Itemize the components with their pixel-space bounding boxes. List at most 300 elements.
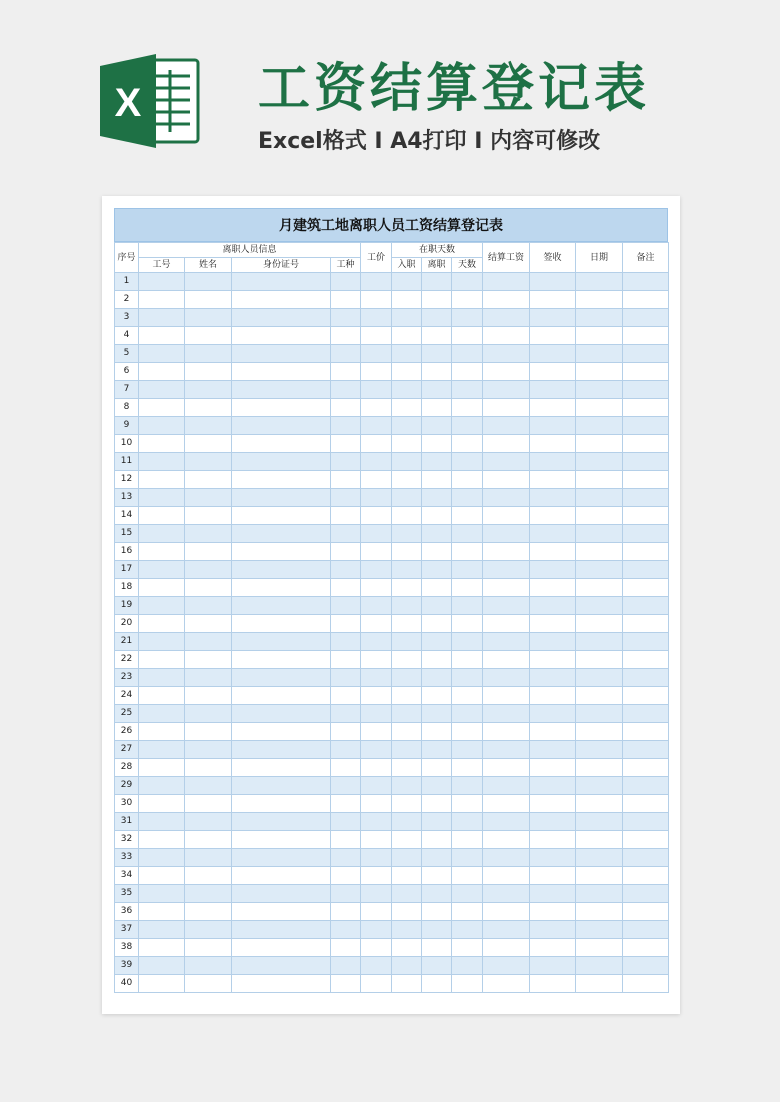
table-cell[interactable] bbox=[185, 759, 232, 777]
table-cell[interactable] bbox=[530, 291, 576, 309]
table-cell[interactable] bbox=[623, 723, 669, 741]
table-cell[interactable] bbox=[331, 903, 361, 921]
table-cell[interactable] bbox=[331, 831, 361, 849]
table-cell[interactable] bbox=[530, 273, 576, 291]
table-cell[interactable] bbox=[483, 471, 530, 489]
table-cell[interactable] bbox=[331, 507, 361, 525]
table-cell[interactable] bbox=[452, 327, 483, 345]
table-cell[interactable] bbox=[331, 939, 361, 957]
table-cell[interactable] bbox=[232, 309, 331, 327]
table-cell[interactable] bbox=[422, 309, 452, 327]
table-cell[interactable] bbox=[576, 381, 623, 399]
table-cell[interactable] bbox=[576, 363, 623, 381]
table-cell[interactable] bbox=[483, 651, 530, 669]
table-cell[interactable] bbox=[483, 345, 530, 363]
table-cell[interactable] bbox=[483, 417, 530, 435]
table-cell[interactable] bbox=[392, 435, 422, 453]
table-cell[interactable] bbox=[483, 309, 530, 327]
table-cell[interactable] bbox=[422, 273, 452, 291]
table-cell[interactable] bbox=[623, 741, 669, 759]
table-cell[interactable] bbox=[422, 705, 452, 723]
table-cell[interactable] bbox=[452, 633, 483, 651]
table-cell[interactable] bbox=[185, 273, 232, 291]
table-cell[interactable] bbox=[530, 705, 576, 723]
table-cell[interactable] bbox=[232, 597, 331, 615]
table-cell[interactable] bbox=[422, 669, 452, 687]
table-cell[interactable] bbox=[361, 525, 392, 543]
table-cell[interactable] bbox=[185, 435, 232, 453]
table-cell[interactable] bbox=[422, 759, 452, 777]
table-cell[interactable] bbox=[185, 309, 232, 327]
table-cell[interactable] bbox=[139, 885, 185, 903]
table-cell[interactable] bbox=[331, 381, 361, 399]
table-cell[interactable] bbox=[139, 273, 185, 291]
table-cell[interactable] bbox=[576, 543, 623, 561]
table-cell[interactable] bbox=[452, 543, 483, 561]
table-cell[interactable] bbox=[331, 543, 361, 561]
table-cell[interactable] bbox=[452, 453, 483, 471]
table-cell[interactable] bbox=[530, 939, 576, 957]
table-cell[interactable] bbox=[530, 561, 576, 579]
table-cell[interactable] bbox=[576, 705, 623, 723]
table-cell[interactable] bbox=[422, 615, 452, 633]
table-cell[interactable] bbox=[483, 633, 530, 651]
table-cell[interactable] bbox=[361, 345, 392, 363]
table-cell[interactable] bbox=[483, 291, 530, 309]
table-cell[interactable] bbox=[576, 759, 623, 777]
table-cell[interactable] bbox=[232, 921, 331, 939]
table-cell[interactable] bbox=[483, 741, 530, 759]
table-cell[interactable] bbox=[392, 615, 422, 633]
table-cell[interactable] bbox=[452, 777, 483, 795]
table-cell[interactable] bbox=[422, 831, 452, 849]
table-cell[interactable] bbox=[185, 813, 232, 831]
table-cell[interactable] bbox=[392, 651, 422, 669]
table-cell[interactable] bbox=[483, 813, 530, 831]
table-cell[interactable] bbox=[139, 561, 185, 579]
table-cell[interactable] bbox=[331, 867, 361, 885]
table-cell[interactable] bbox=[392, 885, 422, 903]
table-cell[interactable] bbox=[483, 759, 530, 777]
table-cell[interactable] bbox=[232, 381, 331, 399]
table-cell[interactable] bbox=[361, 849, 392, 867]
table-cell[interactable] bbox=[623, 291, 669, 309]
table-cell[interactable] bbox=[331, 777, 361, 795]
table-cell[interactable] bbox=[576, 903, 623, 921]
table-cell[interactable] bbox=[139, 939, 185, 957]
table-cell[interactable] bbox=[483, 867, 530, 885]
table-cell[interactable] bbox=[422, 777, 452, 795]
table-cell[interactable] bbox=[422, 561, 452, 579]
table-cell[interactable] bbox=[232, 633, 331, 651]
table-cell[interactable] bbox=[452, 381, 483, 399]
table-cell[interactable] bbox=[452, 417, 483, 435]
table-cell[interactable] bbox=[452, 813, 483, 831]
table-cell[interactable] bbox=[331, 651, 361, 669]
table-cell[interactable] bbox=[331, 417, 361, 435]
table-cell[interactable] bbox=[392, 399, 422, 417]
table-cell[interactable] bbox=[530, 687, 576, 705]
table-cell[interactable] bbox=[232, 579, 331, 597]
table-cell[interactable] bbox=[139, 471, 185, 489]
table-cell[interactable] bbox=[422, 795, 452, 813]
table-cell[interactable] bbox=[392, 975, 422, 993]
table-cell[interactable] bbox=[139, 759, 185, 777]
table-cell[interactable] bbox=[623, 957, 669, 975]
table-cell[interactable] bbox=[530, 831, 576, 849]
table-cell[interactable] bbox=[452, 831, 483, 849]
table-cell[interactable] bbox=[576, 957, 623, 975]
table-cell[interactable] bbox=[530, 633, 576, 651]
table-cell[interactable] bbox=[139, 507, 185, 525]
table-cell[interactable] bbox=[422, 381, 452, 399]
table-cell[interactable] bbox=[232, 561, 331, 579]
table-cell[interactable] bbox=[483, 885, 530, 903]
table-cell[interactable] bbox=[452, 435, 483, 453]
table-cell[interactable] bbox=[331, 471, 361, 489]
table-cell[interactable] bbox=[483, 327, 530, 345]
table-cell[interactable] bbox=[530, 849, 576, 867]
table-cell[interactable] bbox=[530, 399, 576, 417]
table-cell[interactable] bbox=[232, 399, 331, 417]
table-cell[interactable] bbox=[232, 489, 331, 507]
table-cell[interactable] bbox=[483, 723, 530, 741]
table-cell[interactable] bbox=[623, 381, 669, 399]
table-cell[interactable] bbox=[530, 921, 576, 939]
table-cell[interactable] bbox=[422, 543, 452, 561]
table-cell[interactable] bbox=[422, 471, 452, 489]
table-cell[interactable] bbox=[331, 399, 361, 417]
table-cell[interactable] bbox=[576, 975, 623, 993]
table-cell[interactable] bbox=[139, 957, 185, 975]
table-cell[interactable] bbox=[623, 363, 669, 381]
table-cell[interactable] bbox=[576, 885, 623, 903]
table-cell[interactable] bbox=[623, 453, 669, 471]
table-cell[interactable] bbox=[361, 885, 392, 903]
table-cell[interactable] bbox=[530, 597, 576, 615]
table-cell[interactable] bbox=[530, 417, 576, 435]
table-cell[interactable] bbox=[185, 507, 232, 525]
table-cell[interactable] bbox=[185, 579, 232, 597]
table-cell[interactable] bbox=[331, 921, 361, 939]
table-cell[interactable] bbox=[452, 561, 483, 579]
table-cell[interactable] bbox=[392, 543, 422, 561]
table-cell[interactable] bbox=[483, 849, 530, 867]
table-cell[interactable] bbox=[331, 759, 361, 777]
table-cell[interactable] bbox=[452, 687, 483, 705]
table-cell[interactable] bbox=[623, 471, 669, 489]
table-cell[interactable] bbox=[392, 507, 422, 525]
table-cell[interactable] bbox=[139, 399, 185, 417]
table-cell[interactable] bbox=[392, 489, 422, 507]
table-cell[interactable] bbox=[483, 579, 530, 597]
table-cell[interactable] bbox=[530, 957, 576, 975]
table-cell[interactable] bbox=[361, 831, 392, 849]
table-cell[interactable] bbox=[623, 327, 669, 345]
table-cell[interactable] bbox=[483, 777, 530, 795]
table-cell[interactable] bbox=[185, 939, 232, 957]
table-cell[interactable] bbox=[361, 759, 392, 777]
table-cell[interactable] bbox=[452, 867, 483, 885]
table-cell[interactable] bbox=[331, 795, 361, 813]
table-cell[interactable] bbox=[139, 363, 185, 381]
table-cell[interactable] bbox=[483, 381, 530, 399]
table-cell[interactable] bbox=[452, 507, 483, 525]
table-cell[interactable] bbox=[452, 363, 483, 381]
table-cell[interactable] bbox=[530, 471, 576, 489]
table-cell[interactable] bbox=[392, 417, 422, 435]
table-cell[interactable] bbox=[576, 939, 623, 957]
table-cell[interactable] bbox=[576, 849, 623, 867]
table-cell[interactable] bbox=[185, 597, 232, 615]
table-cell[interactable] bbox=[576, 273, 623, 291]
table-cell[interactable] bbox=[483, 507, 530, 525]
table-cell[interactable] bbox=[452, 759, 483, 777]
table-cell[interactable] bbox=[361, 867, 392, 885]
table-cell[interactable] bbox=[139, 669, 185, 687]
table-cell[interactable] bbox=[452, 309, 483, 327]
table-cell[interactable] bbox=[576, 615, 623, 633]
table-cell[interactable] bbox=[361, 903, 392, 921]
table-cell[interactable] bbox=[623, 543, 669, 561]
table-cell[interactable] bbox=[483, 687, 530, 705]
table-cell[interactable] bbox=[530, 723, 576, 741]
table-cell[interactable] bbox=[232, 867, 331, 885]
table-cell[interactable] bbox=[392, 957, 422, 975]
table-cell[interactable] bbox=[530, 795, 576, 813]
table-cell[interactable] bbox=[623, 759, 669, 777]
table-cell[interactable] bbox=[139, 633, 185, 651]
table-cell[interactable] bbox=[331, 345, 361, 363]
table-cell[interactable] bbox=[139, 345, 185, 363]
table-cell[interactable] bbox=[452, 489, 483, 507]
table-cell[interactable] bbox=[331, 453, 361, 471]
table-cell[interactable] bbox=[452, 399, 483, 417]
table-cell[interactable] bbox=[623, 633, 669, 651]
table-cell[interactable] bbox=[331, 363, 361, 381]
table-cell[interactable] bbox=[623, 867, 669, 885]
table-cell[interactable] bbox=[185, 651, 232, 669]
table-cell[interactable] bbox=[576, 435, 623, 453]
table-cell[interactable] bbox=[331, 723, 361, 741]
table-cell[interactable] bbox=[623, 273, 669, 291]
table-cell[interactable] bbox=[185, 561, 232, 579]
table-cell[interactable] bbox=[361, 813, 392, 831]
table-cell[interactable] bbox=[452, 579, 483, 597]
table-cell[interactable] bbox=[623, 651, 669, 669]
table-cell[interactable] bbox=[232, 741, 331, 759]
table-cell[interactable] bbox=[530, 813, 576, 831]
table-cell[interactable] bbox=[422, 741, 452, 759]
table-cell[interactable] bbox=[422, 417, 452, 435]
table-cell[interactable] bbox=[452, 723, 483, 741]
table-cell[interactable] bbox=[623, 525, 669, 543]
table-cell[interactable] bbox=[185, 669, 232, 687]
table-cell[interactable] bbox=[331, 849, 361, 867]
table-cell[interactable] bbox=[623, 903, 669, 921]
table-cell[interactable] bbox=[232, 507, 331, 525]
table-cell[interactable] bbox=[483, 489, 530, 507]
table-cell[interactable] bbox=[139, 327, 185, 345]
table-cell[interactable] bbox=[576, 921, 623, 939]
table-cell[interactable] bbox=[623, 579, 669, 597]
table-cell[interactable] bbox=[576, 345, 623, 363]
table-cell[interactable] bbox=[483, 705, 530, 723]
table-cell[interactable] bbox=[530, 651, 576, 669]
table-cell[interactable] bbox=[185, 849, 232, 867]
table-cell[interactable] bbox=[623, 777, 669, 795]
table-cell[interactable] bbox=[530, 975, 576, 993]
table-cell[interactable] bbox=[185, 615, 232, 633]
table-cell[interactable] bbox=[422, 399, 452, 417]
table-cell[interactable] bbox=[185, 885, 232, 903]
table-cell[interactable] bbox=[623, 615, 669, 633]
table-cell[interactable] bbox=[139, 381, 185, 399]
table-cell[interactable] bbox=[452, 939, 483, 957]
table-cell[interactable] bbox=[331, 309, 361, 327]
table-cell[interactable] bbox=[422, 849, 452, 867]
table-cell[interactable] bbox=[139, 921, 185, 939]
table-cell[interactable] bbox=[185, 687, 232, 705]
table-cell[interactable] bbox=[361, 957, 392, 975]
table-cell[interactable] bbox=[623, 345, 669, 363]
table-cell[interactable] bbox=[576, 489, 623, 507]
table-cell[interactable] bbox=[392, 363, 422, 381]
table-cell[interactable] bbox=[392, 561, 422, 579]
table-cell[interactable] bbox=[483, 615, 530, 633]
table-cell[interactable] bbox=[452, 705, 483, 723]
table-cell[interactable] bbox=[361, 489, 392, 507]
table-cell[interactable] bbox=[361, 723, 392, 741]
table-cell[interactable] bbox=[361, 921, 392, 939]
table-cell[interactable] bbox=[139, 615, 185, 633]
table-cell[interactable] bbox=[483, 525, 530, 543]
table-cell[interactable] bbox=[232, 471, 331, 489]
table-cell[interactable] bbox=[530, 903, 576, 921]
table-cell[interactable] bbox=[392, 453, 422, 471]
table-cell[interactable] bbox=[331, 633, 361, 651]
table-cell[interactable] bbox=[422, 597, 452, 615]
table-cell[interactable] bbox=[422, 651, 452, 669]
table-cell[interactable] bbox=[530, 327, 576, 345]
table-cell[interactable] bbox=[331, 687, 361, 705]
table-cell[interactable] bbox=[422, 453, 452, 471]
table-cell[interactable] bbox=[576, 579, 623, 597]
table-cell[interactable] bbox=[452, 885, 483, 903]
table-cell[interactable] bbox=[361, 291, 392, 309]
table-cell[interactable] bbox=[576, 417, 623, 435]
table-cell[interactable] bbox=[483, 363, 530, 381]
table-cell[interactable] bbox=[392, 903, 422, 921]
table-cell[interactable] bbox=[361, 795, 392, 813]
table-cell[interactable] bbox=[392, 867, 422, 885]
table-cell[interactable] bbox=[232, 885, 331, 903]
table-cell[interactable] bbox=[452, 669, 483, 687]
table-cell[interactable] bbox=[139, 579, 185, 597]
table-cell[interactable] bbox=[139, 831, 185, 849]
table-cell[interactable] bbox=[530, 309, 576, 327]
table-cell[interactable] bbox=[623, 489, 669, 507]
table-cell[interactable] bbox=[530, 543, 576, 561]
table-cell[interactable] bbox=[185, 291, 232, 309]
table-cell[interactable] bbox=[392, 273, 422, 291]
table-cell[interactable] bbox=[331, 705, 361, 723]
table-cell[interactable] bbox=[452, 651, 483, 669]
table-cell[interactable] bbox=[576, 813, 623, 831]
table-cell[interactable] bbox=[422, 885, 452, 903]
table-cell[interactable] bbox=[530, 669, 576, 687]
table-cell[interactable] bbox=[331, 525, 361, 543]
table-cell[interactable] bbox=[530, 489, 576, 507]
table-cell[interactable] bbox=[361, 399, 392, 417]
table-cell[interactable] bbox=[576, 687, 623, 705]
table-cell[interactable] bbox=[452, 525, 483, 543]
table-cell[interactable] bbox=[232, 777, 331, 795]
table-cell[interactable] bbox=[422, 363, 452, 381]
table-cell[interactable] bbox=[361, 471, 392, 489]
table-cell[interactable] bbox=[361, 507, 392, 525]
table-cell[interactable] bbox=[530, 345, 576, 363]
table-cell[interactable] bbox=[185, 525, 232, 543]
table-cell[interactable] bbox=[530, 759, 576, 777]
table-cell[interactable] bbox=[422, 435, 452, 453]
table-cell[interactable] bbox=[530, 885, 576, 903]
table-cell[interactable] bbox=[530, 525, 576, 543]
table-cell[interactable] bbox=[530, 507, 576, 525]
table-cell[interactable] bbox=[422, 903, 452, 921]
table-cell[interactable] bbox=[232, 543, 331, 561]
table-cell[interactable] bbox=[452, 795, 483, 813]
table-cell[interactable] bbox=[576, 327, 623, 345]
table-cell[interactable] bbox=[422, 489, 452, 507]
table-cell[interactable] bbox=[139, 525, 185, 543]
table-cell[interactable] bbox=[139, 903, 185, 921]
table-cell[interactable] bbox=[483, 543, 530, 561]
table-cell[interactable] bbox=[576, 723, 623, 741]
table-cell[interactable] bbox=[623, 435, 669, 453]
table-cell[interactable] bbox=[576, 633, 623, 651]
table-cell[interactable] bbox=[331, 813, 361, 831]
table-cell[interactable] bbox=[576, 831, 623, 849]
table-cell[interactable] bbox=[331, 273, 361, 291]
table-cell[interactable] bbox=[392, 633, 422, 651]
table-cell[interactable] bbox=[452, 741, 483, 759]
table-cell[interactable] bbox=[623, 309, 669, 327]
table-cell[interactable] bbox=[452, 597, 483, 615]
table-cell[interactable] bbox=[576, 561, 623, 579]
table-cell[interactable] bbox=[392, 381, 422, 399]
table-cell[interactable] bbox=[232, 849, 331, 867]
table-cell[interactable] bbox=[331, 975, 361, 993]
table-cell[interactable] bbox=[361, 561, 392, 579]
table-cell[interactable] bbox=[576, 525, 623, 543]
table-cell[interactable] bbox=[139, 777, 185, 795]
table-cell[interactable] bbox=[185, 363, 232, 381]
table-cell[interactable] bbox=[185, 381, 232, 399]
table-cell[interactable] bbox=[185, 741, 232, 759]
table-cell[interactable] bbox=[422, 633, 452, 651]
table-cell[interactable] bbox=[139, 309, 185, 327]
table-cell[interactable] bbox=[392, 795, 422, 813]
table-cell[interactable] bbox=[185, 453, 232, 471]
table-cell[interactable] bbox=[185, 633, 232, 651]
table-cell[interactable] bbox=[185, 777, 232, 795]
table-cell[interactable] bbox=[361, 273, 392, 291]
table-cell[interactable] bbox=[185, 345, 232, 363]
table-cell[interactable] bbox=[139, 867, 185, 885]
table-cell[interactable] bbox=[232, 417, 331, 435]
table-cell[interactable] bbox=[361, 579, 392, 597]
